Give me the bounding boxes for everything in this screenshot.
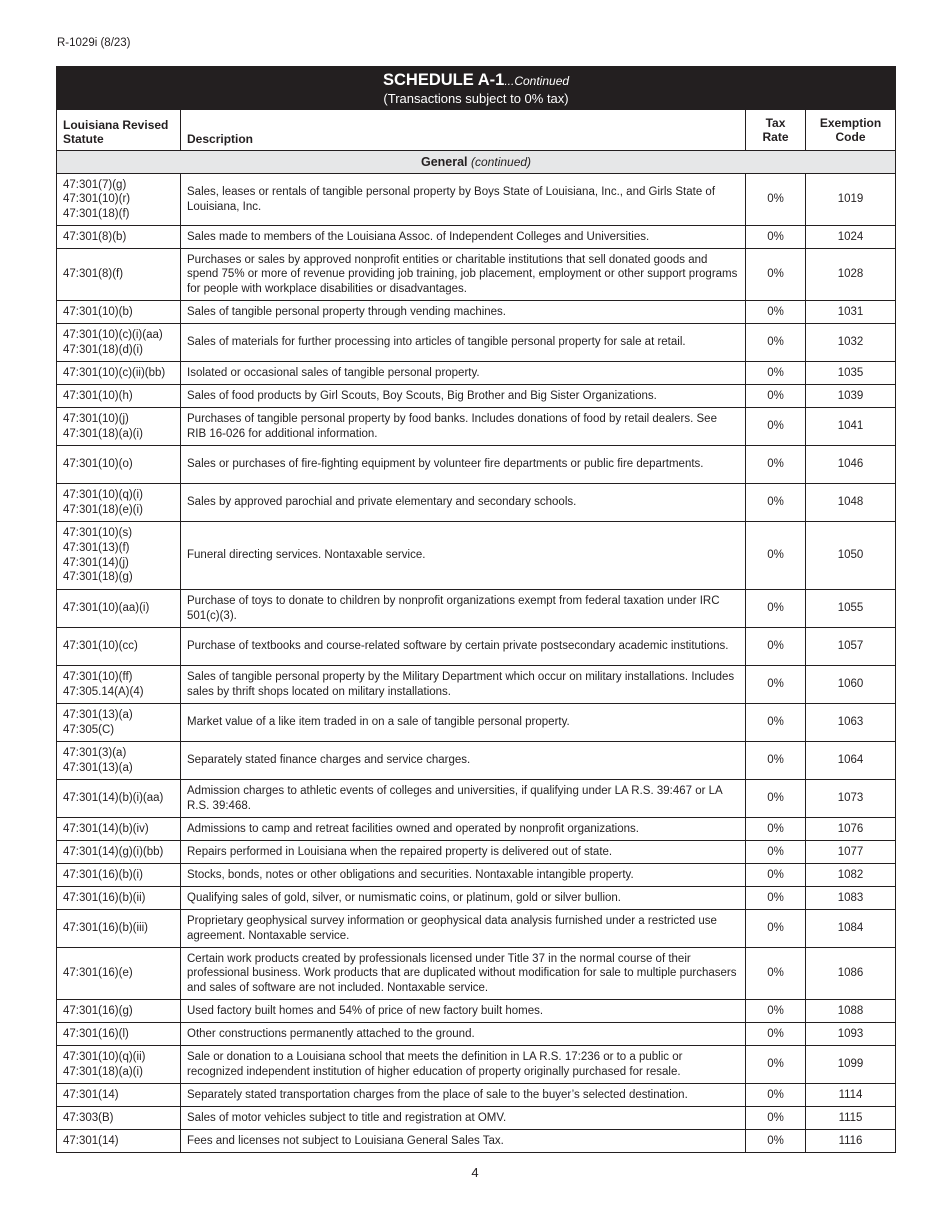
tax-rate-cell: 0% [746, 818, 806, 841]
table-row [57, 887, 896, 910]
table-row [57, 301, 896, 324]
description-cell: Other constructions permanently attached to the ground. [181, 1023, 746, 1046]
table-row [57, 742, 896, 780]
description-cell: Certain work products created by professionals licensed under Title 37 in the normal course of their professional business. Work products that are duplicated without modification for sale to multiple purchasers and sales of software are not included. Nontaxable service. [181, 948, 746, 1000]
description-cell: Sales of food products by Girl Scouts, Boy Scouts, Big Brother and Big Sister Organizations. [181, 385, 746, 408]
table-row [57, 385, 896, 408]
exemption-code-cell: 1093 [806, 1023, 896, 1046]
section-title: General [420, 155, 468, 169]
statute-cell: 47:303(B) [57, 1107, 181, 1130]
table-row [57, 1046, 896, 1084]
statute-cell: 47:301(14)(g)(i)(bb) [57, 841, 181, 864]
exemption-code-cell: 1041 [806, 408, 896, 446]
statute-cell: 47:301(10)(q)(i) 47:301(18)(e)(i) [57, 484, 181, 522]
description-cell: Sales of motor vehicles subject to title and registration at OMV. [181, 1107, 746, 1130]
table-row [57, 226, 896, 249]
tax-rate-cell: 0% [746, 887, 806, 910]
description-cell: Admissions to camp and retreat facilities owned and operated by nonprofit organizations. [181, 818, 746, 841]
statute-cell: 47:301(10)(b) [57, 301, 181, 324]
column-header-row [57, 110, 896, 151]
description-cell: Admission charges to athletic events of colleges and universities, if qualifying under LA R.S. 39:467 or LA R.S. 39:468. [181, 780, 746, 818]
exemption-code-cell: 1032 [806, 324, 896, 362]
statute-cell: 47:301(10)(j) 47:301(18)(a)(i) [57, 408, 181, 446]
tax-rate-cell: 0% [746, 666, 806, 704]
exemption-code-cell: 1060 [806, 666, 896, 704]
exemption-code-cell: 1048 [806, 484, 896, 522]
statute-cell: 47:301(14)(b)(i)(aa) [57, 780, 181, 818]
exemption-code-cell: 1050 [806, 522, 896, 590]
exemption-code-cell: 1028 [806, 249, 896, 301]
statute-cell: 47:301(14) [57, 1130, 181, 1153]
exemption-code-cell: 1019 [806, 174, 896, 226]
tax-rate-cell: 0% [746, 590, 806, 628]
exemption-code-cell: 1076 [806, 818, 896, 841]
tax-rate-cell: 0% [746, 301, 806, 324]
tax-rate-cell: 0% [746, 446, 806, 484]
description-cell: Used factory built homes and 54% of price of new factory built homes. [181, 1000, 746, 1023]
exemption-code-cell: 1055 [806, 590, 896, 628]
tax-rate-cell: 0% [746, 841, 806, 864]
tax-rate-cell: 0% [746, 780, 806, 818]
description-cell: Separately stated transportation charges from the place of sale to the buyer’s selected destination. [181, 1084, 746, 1107]
exemption-code-cell: 1046 [806, 446, 896, 484]
table-row [57, 362, 896, 385]
statute-cell: 47:301(7)(g) 47:301(10)(r) 47:301(18)(f) [57, 174, 181, 226]
exemption-code-cell: 1083 [806, 887, 896, 910]
schedule-subtitle: (Transactions subject to 0% tax) [383, 90, 569, 106]
exemption-code-cell: 1082 [806, 864, 896, 887]
description-cell: Stocks, bonds, notes or other obligations and securities. Nontaxable intangible property. [181, 864, 746, 887]
tax-rate-cell: 0% [746, 910, 806, 948]
exemption-code-cell: 1114 [806, 1084, 896, 1107]
statute-cell: 47:301(10)(h) [57, 385, 181, 408]
exemption-code-cell: 1086 [806, 948, 896, 1000]
table-row [57, 818, 896, 841]
statute-cell: 47:301(8)(b) [57, 226, 181, 249]
description-cell: Funeral directing services. Nontaxable service. [181, 522, 746, 590]
statute-cell: 47:301(16)(b)(iii) [57, 910, 181, 948]
schedule-continued: ...Continued [504, 73, 570, 88]
statute-cell: 47:301(10)(cc) [57, 628, 181, 666]
exemption-code-cell: 1031 [806, 301, 896, 324]
tax-rate-cell: 0% [746, 385, 806, 408]
tax-rate-cell: 0% [746, 484, 806, 522]
exemption-code-cell: 1084 [806, 910, 896, 948]
statute-cell: 47:301(10)(c)(ii)(bb) [57, 362, 181, 385]
table-row [57, 948, 896, 1000]
table-row [57, 446, 896, 484]
exemption-code-cell: 1077 [806, 841, 896, 864]
table-row [57, 1023, 896, 1046]
statute-cell: 47:301(10)(o) [57, 446, 181, 484]
section-header-general [57, 151, 896, 174]
table-row [57, 324, 896, 362]
statute-cell: 47:301(14)(b)(iv) [57, 818, 181, 841]
statute-cell: 47:301(16)(b)(i) [57, 864, 181, 887]
tax-rate-cell: 0% [746, 864, 806, 887]
description-cell: Sales made to members of the Louisiana Assoc. of Independent Colleges and Universities. [181, 226, 746, 249]
table-row [57, 628, 896, 666]
table-row [57, 1130, 896, 1153]
table-row [57, 1000, 896, 1023]
exemption-code-cell: 1099 [806, 1046, 896, 1084]
tax-rate-cell: 0% [746, 948, 806, 1000]
table-row [57, 249, 896, 301]
statute-cell: 47:301(3)(a) 47:301(13)(a) [57, 742, 181, 780]
tax-rate-cell: 0% [746, 324, 806, 362]
statute-cell: 47:301(16)(l) [57, 1023, 181, 1046]
exemption-code-cell: 1057 [806, 628, 896, 666]
schedule-title-bar [57, 67, 896, 110]
tax-rate-cell: 0% [746, 1107, 806, 1130]
description-cell: Sales or purchases of fire-fighting equipment by volunteer fire departments or public fire departments. [181, 446, 746, 484]
description-cell: Qualifying sales of gold, silver, or numismatic coins, or platinum, gold or silver bullion. [181, 887, 746, 910]
exemption-code-cell: 1024 [806, 226, 896, 249]
table-row [57, 522, 896, 590]
exemption-code-cell: 1064 [806, 742, 896, 780]
statute-cell: 47:301(10)(ff) 47:305.14(A)(4) [57, 666, 181, 704]
statute-cell: 47:301(10)(c)(i)(aa) 47:301(18)(d)(i) [57, 324, 181, 362]
page-number: 4 [471, 1165, 479, 1180]
description-cell: Separately stated finance charges and service charges. [181, 742, 746, 780]
form-number: R-1029i (8/23) [57, 37, 131, 49]
description-cell: Purchases of tangible personal property by food banks. Includes donations of food by retail dealers. See RIB 16-026 for additional information. [181, 408, 746, 446]
exemption-code-cell: 1115 [806, 1107, 896, 1130]
statute-cell: 47:301(16)(g) [57, 1000, 181, 1023]
table-row [57, 780, 896, 818]
statute-cell: 47:301(10)(aa)(i) [57, 590, 181, 628]
description-cell: Sales of tangible personal property by the Military Department which occur on military installations. Includes sales by thrift shops located on military installations. [181, 666, 746, 704]
header-exemption-code: Exemption Code [806, 110, 896, 151]
statute-cell: 47:301(16)(e) [57, 948, 181, 1000]
description-cell: Purchase of toys to donate to children by nonprofit organizations exempt from federal taxation under IRC 501(c)(3). [181, 590, 746, 628]
tax-rate-cell: 0% [746, 226, 806, 249]
schedule-title: SCHEDULE A-1 [383, 70, 505, 89]
tax-rate-cell: 0% [746, 1000, 806, 1023]
table-row [57, 1084, 896, 1107]
tax-rate-cell: 0% [746, 704, 806, 742]
statute-cell: 47:301(8)(f) [57, 249, 181, 301]
table-row [57, 666, 896, 704]
description-cell: Purchase of textbooks and course-related software by certain private postsecondary academic institutions. [181, 628, 746, 666]
tax-rate-cell: 0% [746, 522, 806, 590]
table-row [57, 590, 896, 628]
exemption-code-cell: 1088 [806, 1000, 896, 1023]
tax-rate-cell: 0% [746, 628, 806, 666]
description-cell: Isolated or occasional sales of tangible personal property. [181, 362, 746, 385]
section-note: (continued) [471, 155, 532, 169]
header-tax-rate: Tax Rate [746, 110, 806, 151]
table-row [57, 174, 896, 226]
description-cell: Purchases or sales by approved nonprofit entities or charitable institutions that sell donated goods and spend 75% or more of revenue providing job training, job placement, employment or other support programs for people with workplace disabilities or disadvantages. [181, 249, 746, 301]
table-row [57, 841, 896, 864]
tax-rate-cell: 0% [746, 362, 806, 385]
description-cell: Repairs performed in Louisiana when the repaired property is delivered out of state. [181, 841, 746, 864]
description-cell: Sales of tangible personal property through vending machines. [181, 301, 746, 324]
statute-cell: 47:301(13)(a) 47:305(C) [57, 704, 181, 742]
header-description: Description [181, 110, 746, 151]
description-cell: Proprietary geophysical survey information or geophysical data analysis furnished under a restricted use agreement. Nontaxable service. [181, 910, 746, 948]
tax-rate-cell: 0% [746, 1023, 806, 1046]
tax-rate-cell: 0% [746, 1084, 806, 1107]
tax-rate-cell: 0% [746, 174, 806, 226]
tax-rate-cell: 0% [746, 742, 806, 780]
description-cell: Fees and licenses not subject to Louisiana General Sales Tax. [181, 1130, 746, 1153]
description-cell: Sales of materials for further processing into articles of tangible personal property for sale at retail. [181, 324, 746, 362]
description-cell: Sales, leases or rentals of tangible personal property by Boys State of Louisiana, Inc., and Girls State of Louisiana, Inc. [181, 174, 746, 226]
tax-rate-cell: 0% [746, 249, 806, 301]
table-row [57, 704, 896, 742]
schedule-table [56, 66, 896, 1153]
description-cell: Sale or donation to a Louisiana school that meets the definition in LA R.S. 17:236 or to a public or recognized independent institution of higher education of property originally purchased for resale. [181, 1046, 746, 1084]
table-row [57, 864, 896, 887]
header-statute: Louisiana Revised Statute [57, 110, 181, 151]
exemption-code-cell: 1039 [806, 385, 896, 408]
statute-cell: 47:301(16)(b)(ii) [57, 887, 181, 910]
tax-rate-cell: 0% [746, 408, 806, 446]
table-row [57, 910, 896, 948]
statute-cell: 47:301(10)(s) 47:301(13)(f) 47:301(14)(j) 47:301(18)(g) [57, 522, 181, 590]
description-cell: Market value of a like item traded in on a sale of tangible personal property. [181, 704, 746, 742]
tax-rate-cell: 0% [746, 1046, 806, 1084]
exemption-code-cell: 1116 [806, 1130, 896, 1153]
table-row [57, 408, 896, 446]
exemption-code-cell: 1073 [806, 780, 896, 818]
table-row [57, 484, 896, 522]
table-row [57, 1107, 896, 1130]
statute-cell: 47:301(14) [57, 1084, 181, 1107]
tax-rate-cell: 0% [746, 1130, 806, 1153]
description-cell: Sales by approved parochial and private elementary and secondary schools. [181, 484, 746, 522]
exemption-code-cell: 1035 [806, 362, 896, 385]
statute-cell: 47:301(10)(q)(ii) 47:301(18)(a)(i) [57, 1046, 181, 1084]
exemption-code-cell: 1063 [806, 704, 896, 742]
